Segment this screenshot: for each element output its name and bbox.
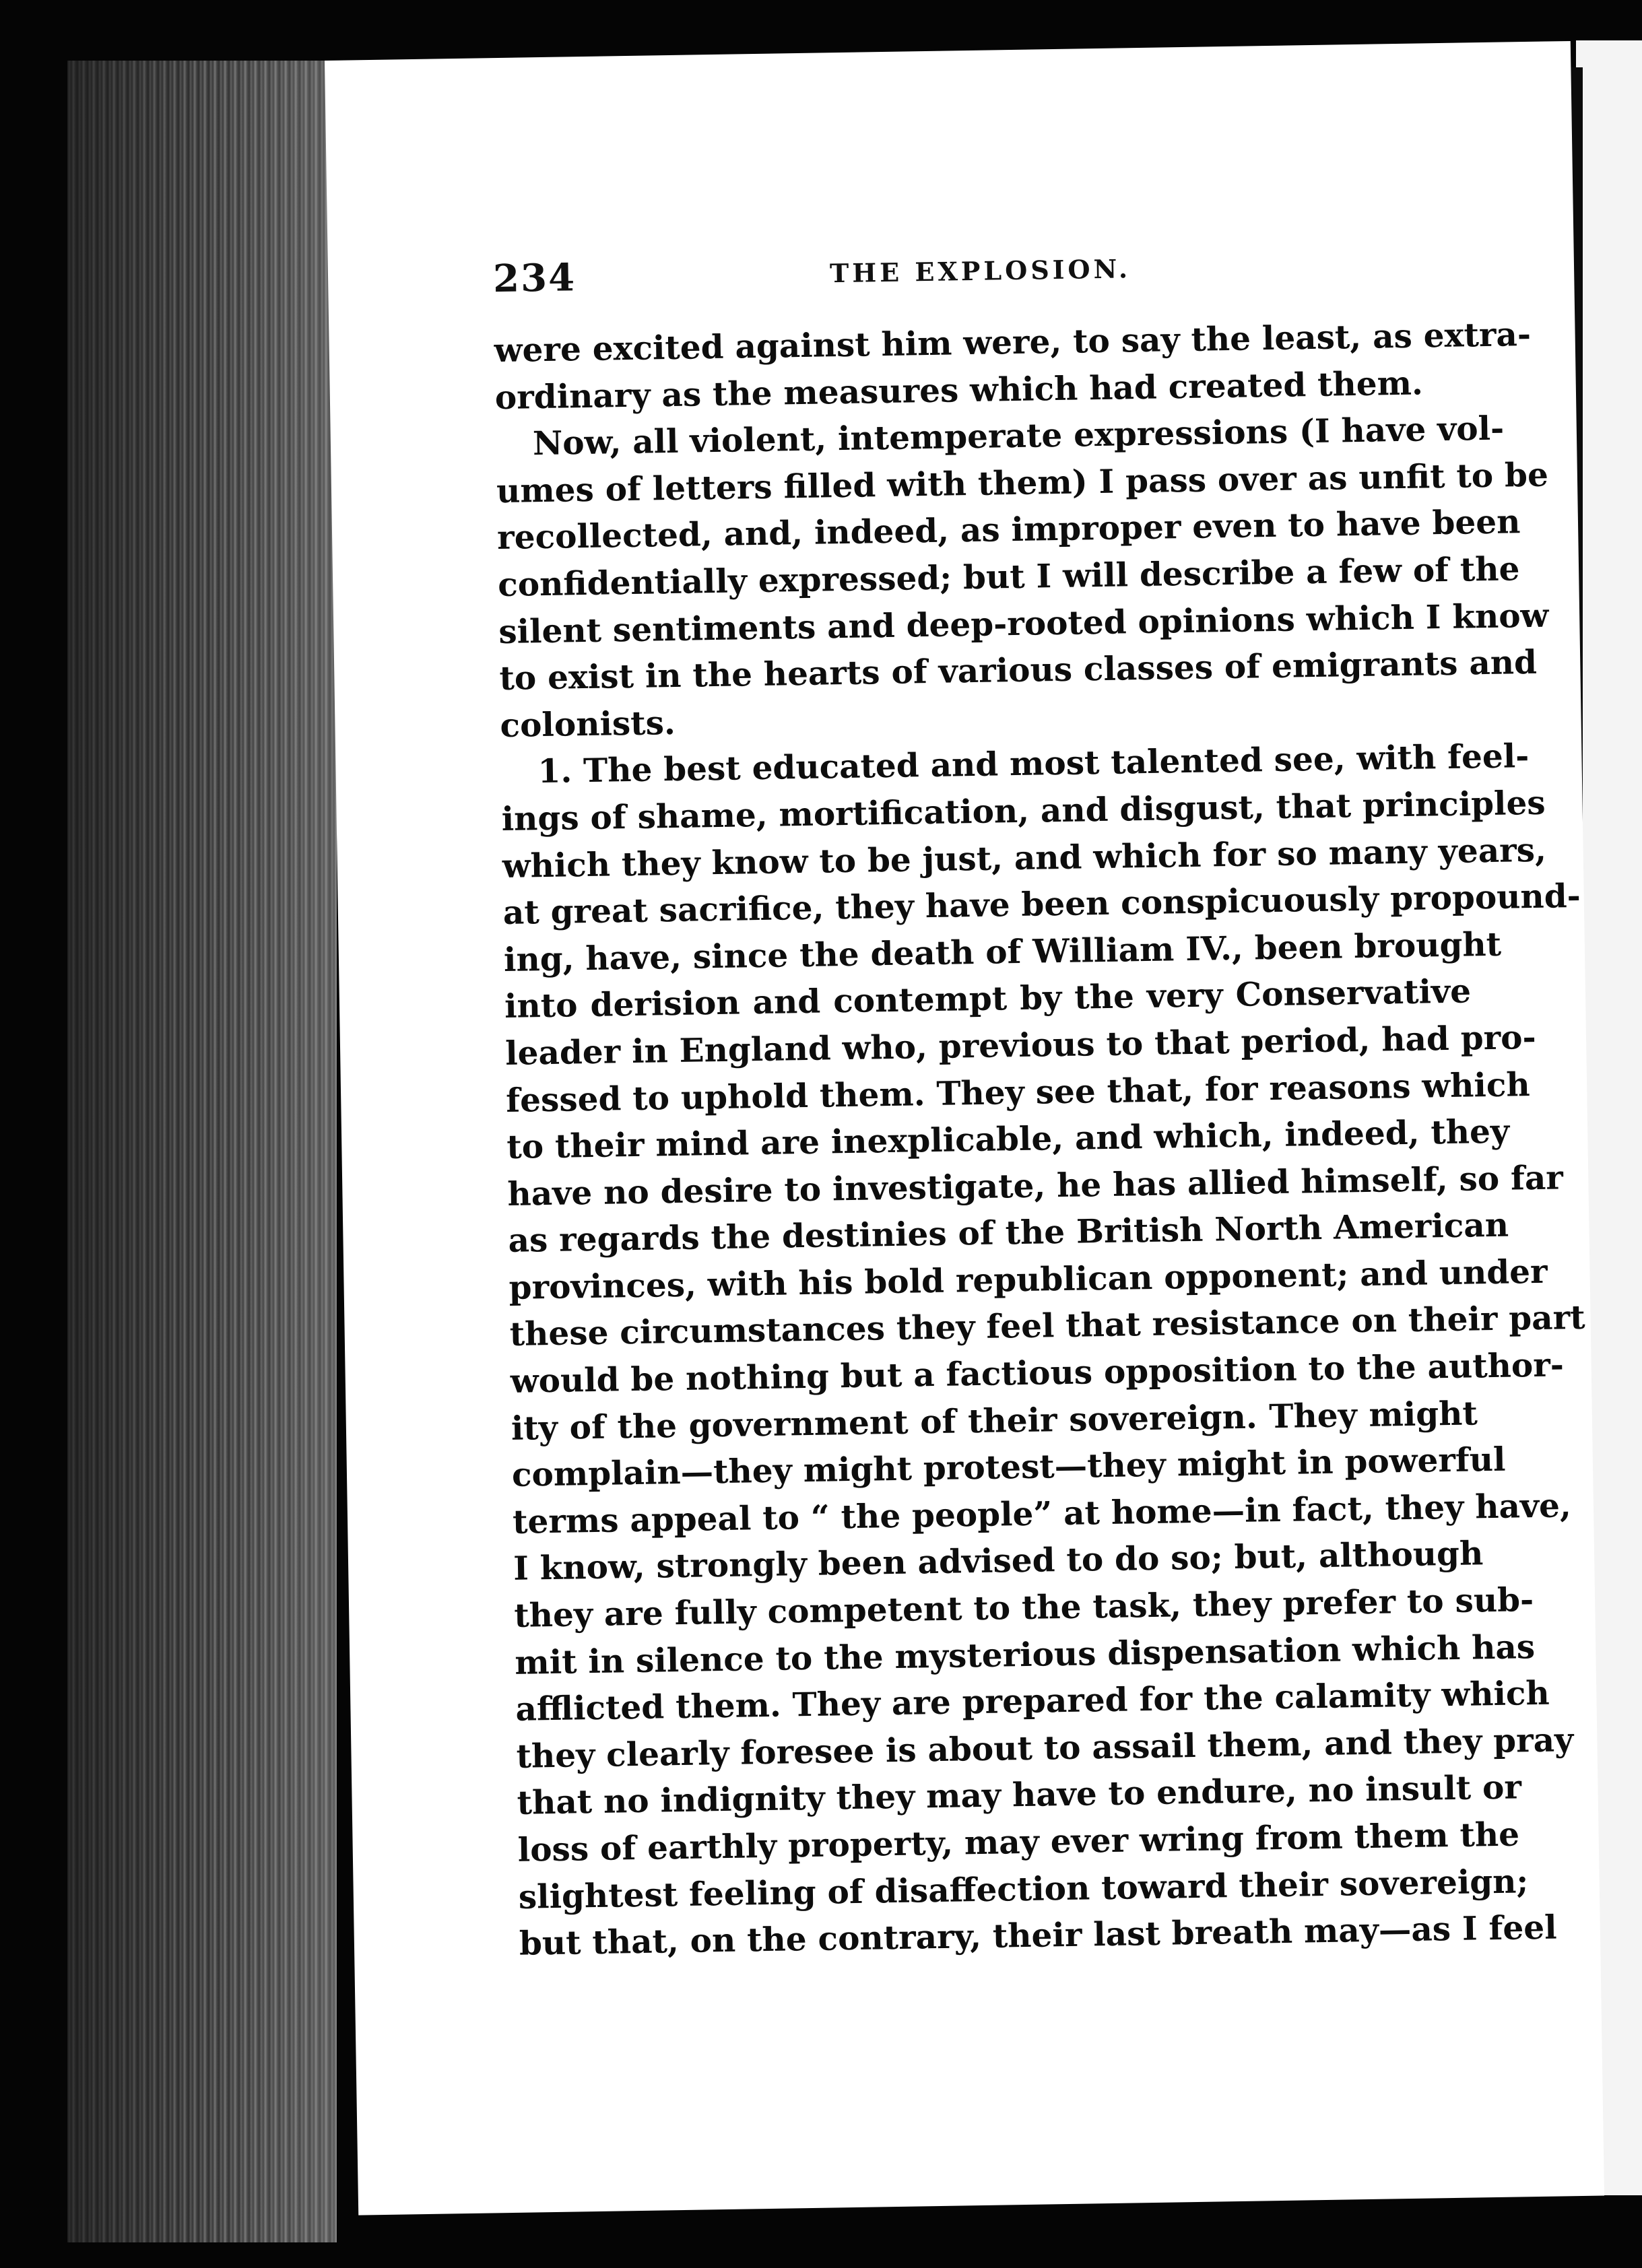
text-line: ings of shame, mortification, and disgust, that principles (501, 783, 1546, 838)
text-line: but that, on the contrary, their last breath may—as I feel (519, 1908, 1557, 1963)
text-line: silent sentiments and deep-rooted opinions which I know (498, 596, 1549, 651)
text-line: loss of earthly property, may ever wring from them the (517, 1815, 1520, 1869)
text-line: I know, strongly been advised to do so; but, although (513, 1534, 1484, 1589)
text-line: colonists. (500, 703, 676, 745)
text-line: at great sacrifice, they have been conspicuously propound- (502, 876, 1581, 933)
text-line: which they know to be just, and which for so many years, (502, 830, 1547, 886)
text-line: ordinary as the measures which had created them. (494, 364, 1424, 417)
text-line: to exist in the hearts of various classes of emigrants and (498, 642, 1538, 698)
text-line: to their mind are inexplicable, and which, indeed, they (506, 1112, 1510, 1167)
text-line: that no indignity they may have to endure, no insult or (517, 1768, 1522, 1823)
text-line: were excited against him were, to say the least, as extra- (494, 314, 1532, 370)
text-line: fessed to uphold them. They see that, for reasons which (505, 1065, 1531, 1120)
text-line: umes of letters filled with them) I pass over as unfit to be (496, 455, 1549, 510)
page-header (493, 241, 1470, 310)
text-line: Now, all violent, intemperate expressions (I have vol- (532, 409, 1505, 463)
text-line: afflicted them. They are prepared for the calamity which (515, 1673, 1550, 1729)
text-line: complain—they might protest—they might in powerful (511, 1440, 1506, 1495)
text-line: they clearly foresee is about to assail them, and they pray (516, 1720, 1574, 1776)
text-line: mit in silence to the mysterious dispensation which has (514, 1627, 1536, 1682)
body-text (494, 312, 1586, 1968)
book-page (325, 41, 1604, 2215)
text-line: provinces, with his bold republican opponent; and under (508, 1252, 1548, 1307)
text-line: confidentially expressed; but I will describe a few of the (497, 549, 1520, 605)
text-line: slightest feeling of disaffection toward their sovereign; (518, 1861, 1529, 1916)
text-line: these circumstances they feel that resistance on their part (509, 1298, 1586, 1354)
page-edges-shadow (67, 61, 337, 2242)
text-line: have no desire to investigate, he has allied himself, so far (507, 1158, 1564, 1213)
text-line: terms appeal to “ the people” at home—in fact, they have, (512, 1486, 1572, 1541)
text-line: they are fully competent to the task, they prefer to sub- (513, 1580, 1534, 1635)
text-line: recollected, and, indeed, as improper even to have been (496, 502, 1521, 558)
text-line: leader in England who, previous to that period, had pro- (504, 1018, 1537, 1073)
page-number: 234 (492, 255, 577, 302)
text-line: would be nothing but a factious opposition to the author- (510, 1345, 1565, 1401)
running-head: THE EXPLOSION. (829, 253, 1131, 289)
text-line: as regards the destinies of the British North American (508, 1205, 1509, 1261)
text-line: ing, have, since the death of William IV., been brought (503, 925, 1502, 979)
text-line: 1. The best educated and most talented see, with feel- (537, 737, 1530, 791)
text-line: into derision and contempt by the very Conservative (504, 972, 1472, 1026)
text-line: ity of the government of their sovereign. They might (511, 1394, 1478, 1448)
